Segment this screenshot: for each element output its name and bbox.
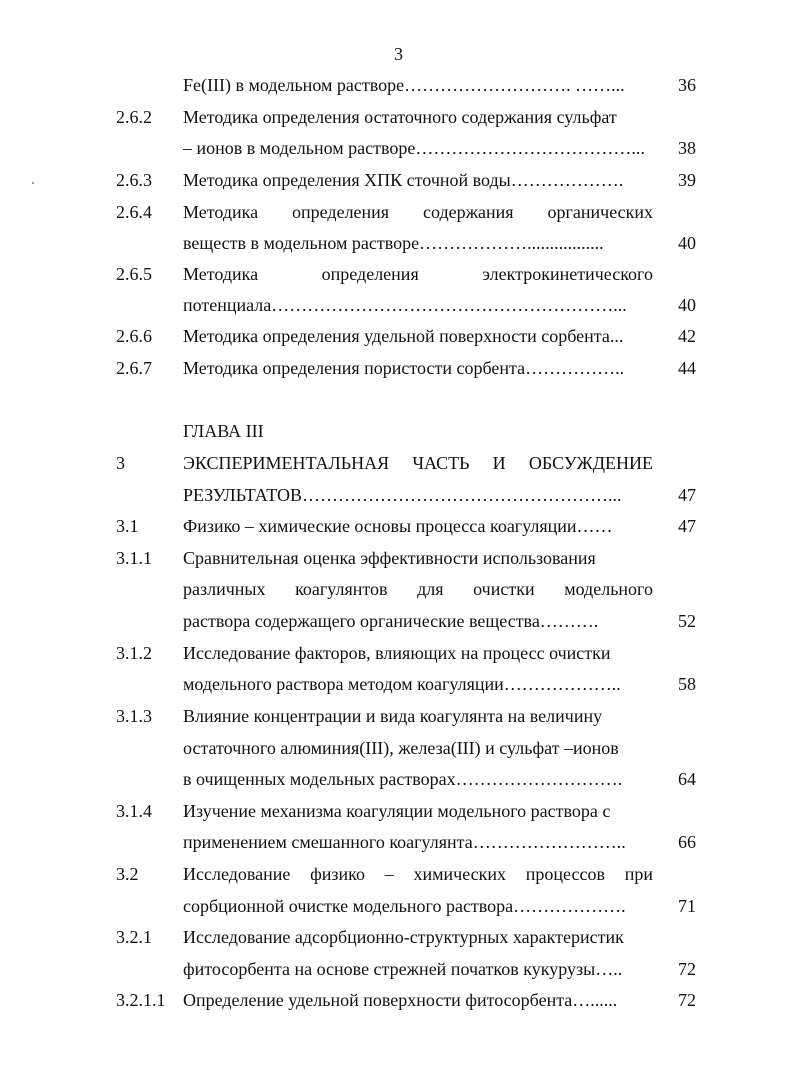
toc-page: 58: [678, 674, 696, 694]
toc-title: Методика определения остаточного содержания сульфат: [183, 107, 617, 127]
toc-line: [0, 701, 797, 731]
toc-word: содержания: [423, 202, 514, 222]
toc-title: Исследование факторов, влияющих на процесс очистки: [183, 643, 611, 663]
toc-title: сорбционной очистке модельного раствора……………….: [183, 896, 626, 916]
toc-word: для: [417, 579, 444, 599]
toc-line: [0, 259, 797, 289]
toc-number: 3.2.1.1: [116, 990, 166, 1010]
toc-line: [0, 954, 797, 984]
toc-page: 40: [678, 295, 696, 315]
toc-page: 72: [678, 959, 696, 979]
toc-title: Влияние концентрации и вида коагулянта на величину: [183, 706, 603, 726]
toc-number: 2.6.7: [116, 358, 152, 378]
toc-line: [0, 133, 797, 163]
toc-line: [0, 764, 797, 794]
toc-title: Методика определения пористости сорбента……………..: [183, 358, 625, 378]
toc-line: [0, 353, 797, 383]
toc-title: остаточного алюминия(III), железа(III) и сульфат –ионов: [183, 738, 619, 758]
toc-line: [0, 922, 797, 952]
toc-line: [0, 165, 797, 195]
toc-title: [183, 259, 653, 289]
toc-number: 2.6.4: [116, 202, 152, 222]
toc-word: электрокинетического: [482, 264, 653, 284]
toc-title: Методика определения ХПК сточной воды……………….: [183, 170, 624, 190]
toc-page: 71: [678, 896, 696, 916]
toc-number: 2.6.3: [116, 170, 152, 190]
toc-title: [183, 574, 653, 604]
toc-number: 2.6.6: [116, 326, 152, 346]
toc-line: [0, 511, 797, 541]
toc-number: 3.2.1: [116, 927, 152, 947]
toc-line: [0, 197, 797, 227]
toc-title: веществ в модельном растворе……………….................: [183, 233, 604, 253]
toc-line: [0, 796, 797, 826]
toc-page: 66: [678, 832, 696, 852]
toc-page: 52: [678, 611, 696, 631]
toc-number: 2.6.5: [116, 264, 152, 284]
toc-number: 3: [116, 453, 125, 473]
toc-line: [0, 70, 797, 100]
toc-word: И: [492, 453, 506, 473]
toc-title: Определение удельной поверхности фитосорбента…......: [183, 990, 618, 1010]
toc-title: [183, 197, 653, 227]
toc-page: 40: [678, 233, 696, 253]
toc-word: Методика: [183, 264, 259, 284]
toc-word: очистки: [473, 579, 535, 599]
toc-number: 3.1: [116, 516, 139, 536]
toc-word: химических: [413, 864, 507, 884]
toc-title: Сравнительная оценка эффективности использования: [183, 548, 596, 568]
toc-number: 2.6.2: [116, 107, 152, 127]
toc-page: 38: [678, 138, 696, 158]
toc-line: [0, 859, 797, 889]
toc-word: ЭКСПЕРИМЕНТАЛЬНАЯ: [183, 453, 390, 473]
toc-word: Исследование: [183, 864, 291, 884]
toc-number: 3.1.4: [116, 801, 152, 821]
toc-word: при: [624, 864, 653, 884]
toc-word: Методика: [183, 202, 259, 222]
toc-page: 44: [678, 358, 696, 378]
toc-word: ОБСУЖДЕНИЕ: [528, 453, 653, 473]
toc-title: РЕЗУЛЬТАТОВ……………………………………………...: [183, 485, 622, 505]
toc-word: определения: [292, 202, 390, 222]
toc-word: ЧАСТЬ: [412, 453, 470, 473]
toc-title: Исследование адсорбционно-структурных характеристик: [183, 927, 624, 947]
toc-title: Физико – химические основы процесса коагуляции……: [183, 516, 613, 536]
toc-line: [0, 102, 797, 132]
toc-line: [0, 669, 797, 699]
toc-page: 42: [678, 326, 696, 346]
toc-page: 64: [678, 769, 696, 789]
toc-number: 3.1.3: [116, 706, 152, 726]
toc-word: различных: [183, 579, 266, 599]
toc-word: –: [384, 864, 394, 884]
toc-title: Fe(III) в модельном растворе………………………. ……...: [183, 75, 625, 95]
toc-page: 47: [678, 485, 696, 505]
toc-title: фитосорбента на основе стрежней початков кукурузы…..: [183, 959, 623, 979]
toc-number: 3.1.2: [116, 643, 152, 663]
toc-page: 39: [678, 170, 696, 190]
toc-line: [0, 416, 797, 446]
toc-line: [0, 606, 797, 636]
toc-line: [0, 543, 797, 573]
toc-line: [0, 638, 797, 668]
toc-title: [183, 448, 653, 478]
toc-line: [0, 228, 797, 258]
toc-title: [183, 859, 653, 889]
toc-title: применением смешанного коагулянта……………………..: [183, 832, 626, 852]
toc-line: [0, 733, 797, 763]
toc-word: органических: [547, 202, 653, 222]
toc-page: 72: [678, 990, 696, 1010]
chapter-title: ГЛАВА III: [183, 421, 264, 441]
toc-line: [0, 290, 797, 320]
toc-line: [0, 574, 797, 604]
toc-word: коагулянтов: [295, 579, 388, 599]
toc-word: физико: [310, 864, 366, 884]
toc-line: [0, 448, 797, 478]
toc-page: 47: [678, 516, 696, 536]
toc-word: модельного: [564, 579, 653, 599]
toc-line: [0, 321, 797, 351]
toc-word: процессов: [525, 864, 605, 884]
toc-title: модельного раствора методом коагуляции………………..: [183, 674, 621, 694]
page-number: 3: [394, 44, 403, 64]
toc-title: в очищенных модельных растворах……………………….: [183, 769, 623, 789]
toc-number: 3.1.1: [116, 548, 152, 568]
toc-line: [0, 891, 797, 921]
toc-page: 36: [678, 75, 696, 95]
toc-title: – ионов в модельном растворе………………………………...: [183, 138, 645, 158]
toc-word: определения: [321, 264, 419, 284]
toc-line: [0, 827, 797, 857]
toc-number: 3.2: [116, 864, 139, 884]
toc-line: [0, 480, 797, 510]
toc-title: Методика определения удельной поверхности сорбента...: [183, 326, 624, 346]
toc-line: [0, 985, 797, 1015]
toc-title: Изучение механизма коагуляции модельного раствора с: [183, 801, 611, 821]
toc-title: потенциала…………………………………………………...: [183, 295, 627, 315]
toc-title: раствора содержащего органические вещества……….: [183, 611, 599, 631]
